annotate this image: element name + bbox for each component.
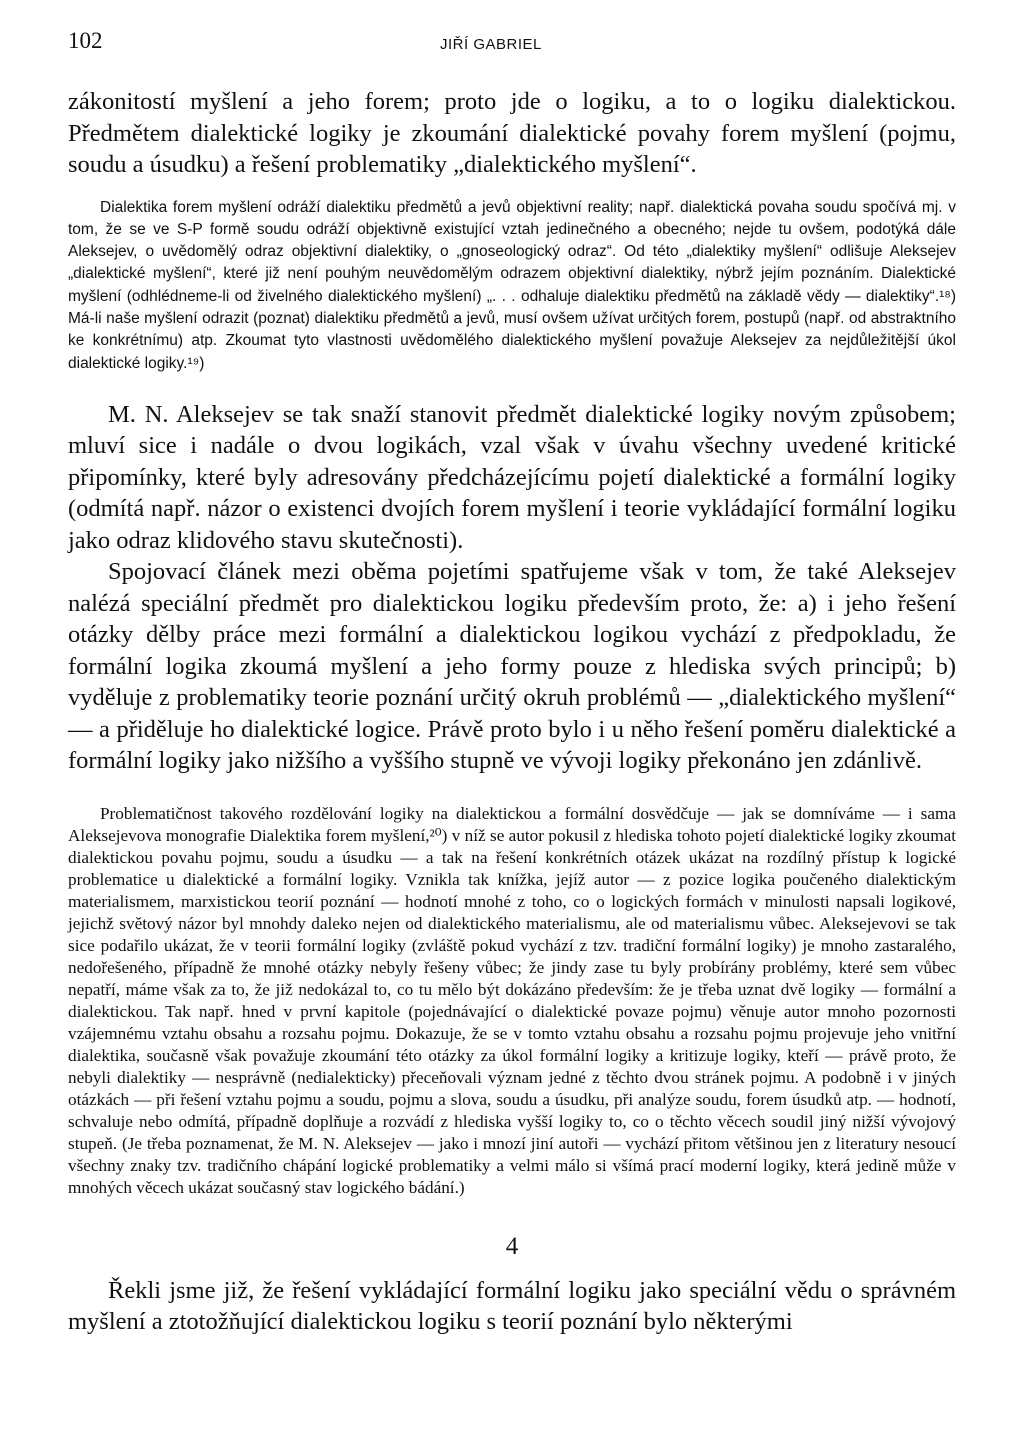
paragraph-3: M. N. Aleksejev se tak snaží stanovit předmět dialektické logiky novým způsobem; mluví sice i nadále o dvou logikách, vzal však v úvahu všechny uvedené kritické připomínky, které byly adresovány předcházejícímu pojetí dialektické a formální logiky (odmítá např. názor o existenci dvojích forem myšlení i teorie vykládající formální logiku jako odraz klidového stavu skutečnosti). <box>68 400 956 554</box>
paragraph-6: Řekli jsme již, že řešení vykládající formální logiku jako speciální vědu o správném myšlení a ztotožňující dialektickou logiku s teorií poznání bylo některými <box>68 1276 956 1336</box>
running-head: JIŘÍ GABRIEL <box>440 36 542 53</box>
section-number: 4 <box>505 1232 519 1260</box>
paragraph-2: Dialektika forem myšlení odráží dialektiku předmětů a jevů objektivní reality; např. dialektická povaha soudu spočívá mj. v tom, že se ve S-P formě soudu odráží objektivně existující vztah jedinečného a obecného; nejde tu ovšem, podotýká dále Aleksejev, o uvědomělý odraz objektivní dialektiky, o „gnoseologický odraz“. Od této „dialektiky myšlení“ odlišuje Aleksejev „dialektické myšlení“, které již není pouhým neuvědomělým odrazem objektivní dialektiky, nýbrž jejím poznáním. Dialektické myšlení (odhlédneme-li od živelného dialektického myšlení) „. . . odhaluje dialektiku předmětů na základě vědy — dialektiky“.¹⁸) Má-li naše myšlení odrazit (poznat) dialektiku předmětů a jevů, musí ovšem užívat určitých forem, postupů (např. od abstraktního ke konkrétnímu) atp. Zkoumat tyto vlastnosti uvědomělého dialektického myšlení považuje Aleksejev za nejdůležitější úkol dialektické logiky.¹⁹) <box>68 198 956 372</box>
paragraph-1: zákonitostí myšlení a jeho forem; proto jde o logiku, a to o logiku dialektickou. Předmětem dialektické logiky je zkoumání dialektické povahy forem myšlení (pojmu, soudu a úsudku) a řešení problematiky „dialektického myšlení“. <box>68 88 956 178</box>
page-body <box>68 86 956 1338</box>
paragraph-5: Problematičnost takového rozdělování logiky na dialektickou a formální dosvědčuje — jak se domníváme — i sama Aleksejevova monografie Dialektika forem myšlení,²⁰) v níž se autor pokusil z hlediska tohoto pojetí dialektické logiky zkoumat dialektickou povahu pojmu, soudu a úsudku — a tak na řešení konkrétních otázek ukázat na rozdílný přístup k logické problematice u dialektické a formální logiky. Vznikla tak knížka, jejíž autor — z pozice logika poučeného dialektickým materialismem, marxistickou teorií poznání — hodnotí mnohé z toho, co o logických formách v minulosti napsali logikové, jejichž světový názor byl mnohdy daleko nejen od dialektického materialismu, ale od materialismu vůbec. Aleksejevovi se tak sice podařilo ukázat, že v teorii formální logiky (zvláště pokud vychází z tzv. tradiční formální logiky) je mnoho zastaralého, nedořešeného, případně že mnohé otázky nebyly řešeny vůbec; že jindy zase tu byly probírány problémy, které sem vůbec nepatří, máme však za to, že již nedokázal to, co tu mělo být dokázáno především: že je třeba uznat dvě logiky — formální a dialektickou. Tak např. hned v první kapitole (pojednávající o dialektické povaze pojmu) věnuje autor mnoho pozornosti vzájemnému vztahu obsahu a rozsahu pojmu. Dokazuje, že se v tomto vztahu obsahu a rozsahu pojmu projevuje jeho vnitřní dialektika, současně však považuje zkoumání této otázky za úkol formální logiky a kritizuje logiky, kteří — právě proto, že nebyli dialektiky — nesprávně (nedialekticky) přeceňovali význam jedné z těchto dvou stránek pojmu. A podobně i v jiných otázkách — při řešení vztahu pojmu a soudu, pojmu a slova, soudu a úsudku, při analýze soudu, forem úsudků atp. — hodnotí, schvaluje nebo odmítá, případně doplňuje a rozvádí z hlediska vyšší logiky to, co o těchto věcech soudil jiný nižší vývojový stupeň. (Je třeba poznamenat, že M. N. Aleksejev — jako i mnozí jiní autoři — vychází přitom většinou jen z literatury nesoucí všechny znaky tzv. tradičního chápání logické problematiky a velmi málo si všímá prací moderní logiky, která jedině může v mnohých věcech ukázat současný stav logického bádání.) <box>68 803 956 1197</box>
paragraph-4: Spojovací článek mezi oběma pojetími spatřujeme však v tom, že také Aleksejev nalézá speciální předmět pro dialektickou logiku především proto, že: a) i jeho řešení otázky dělby práce mezi formální a dialektickou logikou vychází z předpokladu, že formální logika zkoumá myšlení a jeho formy pouze z hlediska svých principů; b) vyděluje z problematiky teorie poznání určitý okruh problémů — „dialektického myšlení“ — a přiděluje ho dialektické logice. Právě proto bylo i u něho řešení poměru dialektické a formální logiky jako nižšího a vyššího stupně ve vývoji logiky překonáno jen zdánlivě. <box>68 558 956 775</box>
page-header <box>68 28 960 58</box>
page-number: 102 <box>68 28 103 53</box>
